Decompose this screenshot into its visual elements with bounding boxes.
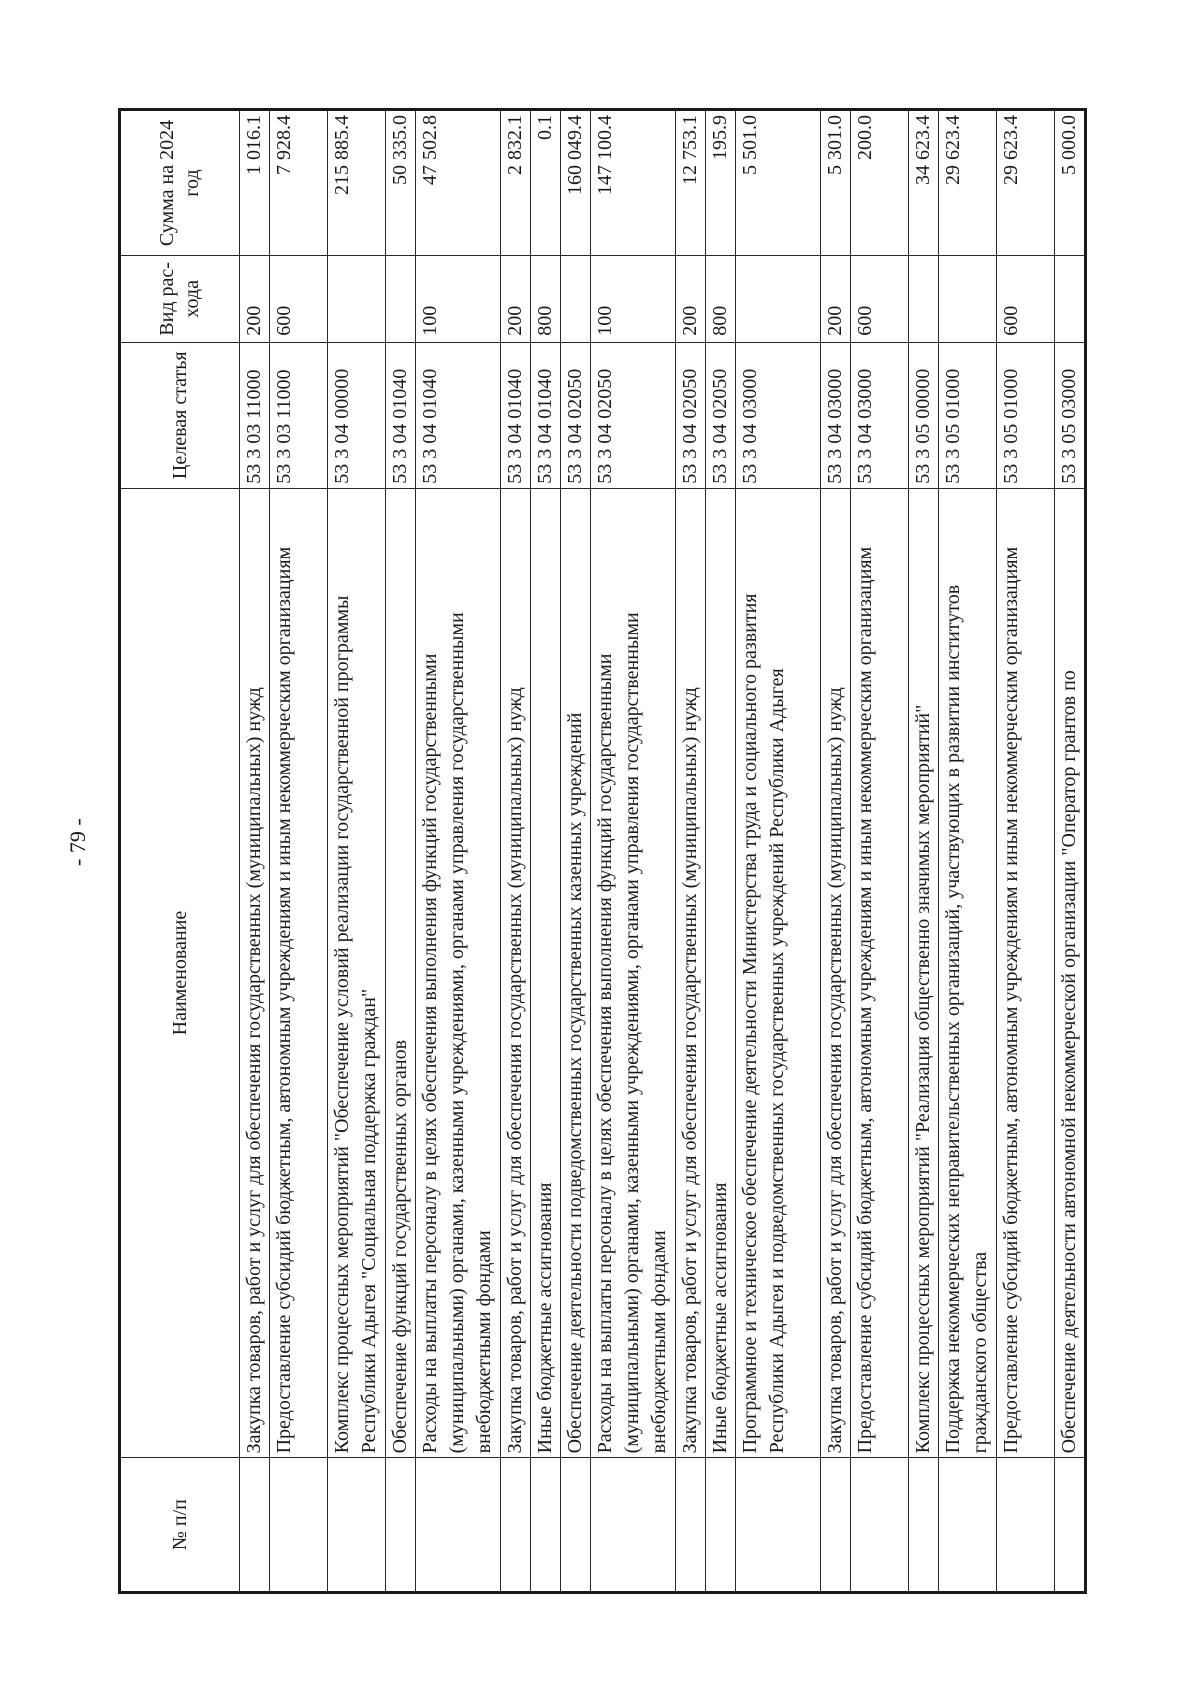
row-expense-type: 600 xyxy=(851,256,909,343)
row-name: Иные бюджетные ассигнования xyxy=(706,488,736,1458)
row-name: Закупка товаров, работ и услуг для обеспечения государственных (муниципальных) нужд xyxy=(676,488,706,1458)
table-row xyxy=(501,110,531,1593)
row-number xyxy=(706,1458,736,1593)
row-expense-type: 200 xyxy=(240,256,270,343)
row-sum-2024: 1 016.1 xyxy=(240,110,270,256)
row-expense-type xyxy=(736,256,821,343)
row-expense-type: 100 xyxy=(591,256,676,343)
header-sum: Сумма на 2024 год xyxy=(120,110,240,256)
row-target-code: 53 3 04 03000 xyxy=(821,342,851,488)
row-target-code: 53 3 05 01000 xyxy=(997,342,1055,488)
row-sum-2024: 29 623.4 xyxy=(997,110,1055,256)
row-number xyxy=(240,1458,270,1593)
row-name: Предоставление субсидий бюджетным, автономным учреждениям и иным некоммерческим организациям xyxy=(851,488,909,1458)
table-row xyxy=(328,110,386,1593)
row-target-code: 53 3 04 02050 xyxy=(706,342,736,488)
table-row xyxy=(561,110,591,1593)
row-expense-type: 600 xyxy=(997,256,1055,343)
row-name: Обеспечение деятельности автономной некоммерческой организации "Оператор грантов по xyxy=(1055,488,1086,1458)
row-number xyxy=(851,1458,909,1593)
row-name: Закупка товаров, работ и услуг для обеспечения государственных (муниципальных) нужд xyxy=(501,488,531,1458)
row-sum-2024: 5 501.0 xyxy=(736,110,821,256)
header-kind: Вид рас-хода xyxy=(120,256,240,343)
row-sum-2024: 7 928.4 xyxy=(270,110,328,256)
row-name: Расходы на выплаты персоналу в целях обеспечения выполнения функций государственными (муниципальными) органами, казенными учреждениями, органами управления государственными внебюджетными фондами xyxy=(591,488,676,1458)
row-target-code: 53 3 04 02050 xyxy=(591,342,676,488)
row-target-code: 53 3 04 02050 xyxy=(561,342,591,488)
row-name: Закупка товаров, работ и услуг для обеспечения государственных (муниципальных) нужд xyxy=(240,488,270,1458)
table-row xyxy=(821,110,851,1593)
table-row xyxy=(997,110,1055,1593)
row-expense-type: 800 xyxy=(531,256,561,343)
row-target-code: 53 3 04 01040 xyxy=(501,342,531,488)
row-sum-2024: 5 301.0 xyxy=(821,110,851,256)
page-number: - 79 - xyxy=(65,818,90,866)
header-num: № п/п xyxy=(120,1458,240,1593)
row-expense-type xyxy=(328,256,386,343)
header-name: Наименование xyxy=(120,488,240,1458)
row-sum-2024: 29 623.4 xyxy=(939,110,997,256)
row-target-code: 53 3 04 03000 xyxy=(851,342,909,488)
row-number xyxy=(416,1458,501,1593)
table-row xyxy=(386,110,416,1593)
table-row xyxy=(531,110,561,1593)
row-target-code: 53 3 05 01000 xyxy=(939,342,997,488)
row-sum-2024: 12 753.1 xyxy=(676,110,706,256)
row-number xyxy=(997,1458,1055,1593)
row-sum-2024: 195.9 xyxy=(706,110,736,256)
row-sum-2024: 0.1 xyxy=(531,110,561,256)
row-number xyxy=(1055,1458,1086,1593)
table-row xyxy=(676,110,706,1593)
row-target-code: 53 3 04 01040 xyxy=(386,342,416,488)
row-number xyxy=(531,1458,561,1593)
row-number xyxy=(386,1458,416,1593)
row-sum-2024: 34 623.4 xyxy=(909,110,939,256)
row-name: Комплекс процессных мероприятий "Обеспечение условий реализации государственной программы Республики Адыгея "Социальная поддержка граждан" xyxy=(328,488,386,1458)
row-name: Программное и техническое обеспечение деятельности Министерства труда и социального развития Республики Адыгея и подведомственных государственных учреждений Республики Адыгея xyxy=(736,488,821,1458)
row-expense-type: 600 xyxy=(270,256,328,343)
row-expense-type: 200 xyxy=(821,256,851,343)
budget-table xyxy=(118,108,1087,1594)
row-number xyxy=(821,1458,851,1593)
table-row xyxy=(240,110,270,1593)
table-row xyxy=(270,110,328,1593)
table-row xyxy=(736,110,821,1593)
row-number xyxy=(561,1458,591,1593)
row-sum-2024: 160 049.4 xyxy=(561,110,591,256)
table-row xyxy=(939,110,997,1593)
row-name: Обеспечение деятельности подведомственных государственных казенных учреждений xyxy=(561,488,591,1458)
row-name: Обеспечение функций государственных органов xyxy=(386,488,416,1458)
row-sum-2024: 47 502.8 xyxy=(416,110,501,256)
row-name: Предоставление субсидий бюджетным, автономным учреждениям и иным некоммерческим организациям xyxy=(997,488,1055,1458)
row-number xyxy=(270,1458,328,1593)
table-row xyxy=(706,110,736,1593)
row-sum-2024: 200.0 xyxy=(851,110,909,256)
table-row xyxy=(591,110,676,1593)
row-target-code: 53 3 03 11000 xyxy=(270,342,328,488)
row-expense-type xyxy=(561,256,591,343)
row-sum-2024: 2 832.1 xyxy=(501,110,531,256)
header-code: Целевая статья xyxy=(120,342,240,488)
row-target-code: 53 3 03 11000 xyxy=(240,342,270,488)
row-target-code: 53 3 04 01040 xyxy=(531,342,561,488)
rotated-table-container xyxy=(118,108,1080,1594)
row-target-code: 53 3 04 03000 xyxy=(736,342,821,488)
row-name: Расходы на выплаты персоналу в целях обеспечения выполнения функций государственными (муниципальными) органами, казенными учреждениями, органами управления государственными внебюджетными фондами xyxy=(416,488,501,1458)
row-expense-type: 200 xyxy=(501,256,531,343)
row-number xyxy=(328,1458,386,1593)
row-target-code: 53 3 04 02050 xyxy=(676,342,706,488)
row-expense-type xyxy=(1055,256,1086,343)
row-sum-2024: 215 885.4 xyxy=(328,110,386,256)
row-number xyxy=(736,1458,821,1593)
row-name: Комплекс процессных мероприятий "Реализация общественно значимых мероприятий" xyxy=(909,488,939,1458)
row-number xyxy=(676,1458,706,1593)
row-target-code: 53 3 05 03000 xyxy=(1055,342,1086,488)
table-row xyxy=(416,110,501,1593)
row-expense-type xyxy=(939,256,997,343)
row-target-code: 53 3 04 01040 xyxy=(416,342,501,488)
row-name: Закупка товаров, работ и услуг для обеспечения государственных (муниципальных) нужд xyxy=(821,488,851,1458)
row-sum-2024: 5 000.0 xyxy=(1055,110,1086,256)
row-number xyxy=(939,1458,997,1593)
row-name: Поддержка некоммерческих неправительственных организаций, участвующих в развитии институтов гражданского общества xyxy=(939,488,997,1458)
row-target-code: 53 3 05 00000 xyxy=(909,342,939,488)
row-expense-type xyxy=(909,256,939,343)
row-number xyxy=(909,1458,939,1593)
row-expense-type xyxy=(386,256,416,343)
row-expense-type: 800 xyxy=(706,256,736,343)
row-sum-2024: 147 100.4 xyxy=(591,110,676,256)
table-row xyxy=(851,110,909,1593)
table-body xyxy=(240,110,1086,1593)
table-row xyxy=(909,110,939,1593)
row-name: Иные бюджетные ассигнования xyxy=(531,488,561,1458)
row-target-code: 53 3 04 00000 xyxy=(328,342,386,488)
table-header-row xyxy=(120,110,240,1593)
row-number xyxy=(591,1458,676,1593)
row-sum-2024: 50 335.0 xyxy=(386,110,416,256)
row-expense-type: 100 xyxy=(416,256,501,343)
table-row xyxy=(1055,110,1086,1593)
row-number xyxy=(501,1458,531,1593)
row-expense-type: 200 xyxy=(676,256,706,343)
row-name: Предоставление субсидий бюджетным, автономным учреждениям и иным некоммерческим организациям xyxy=(270,488,328,1458)
